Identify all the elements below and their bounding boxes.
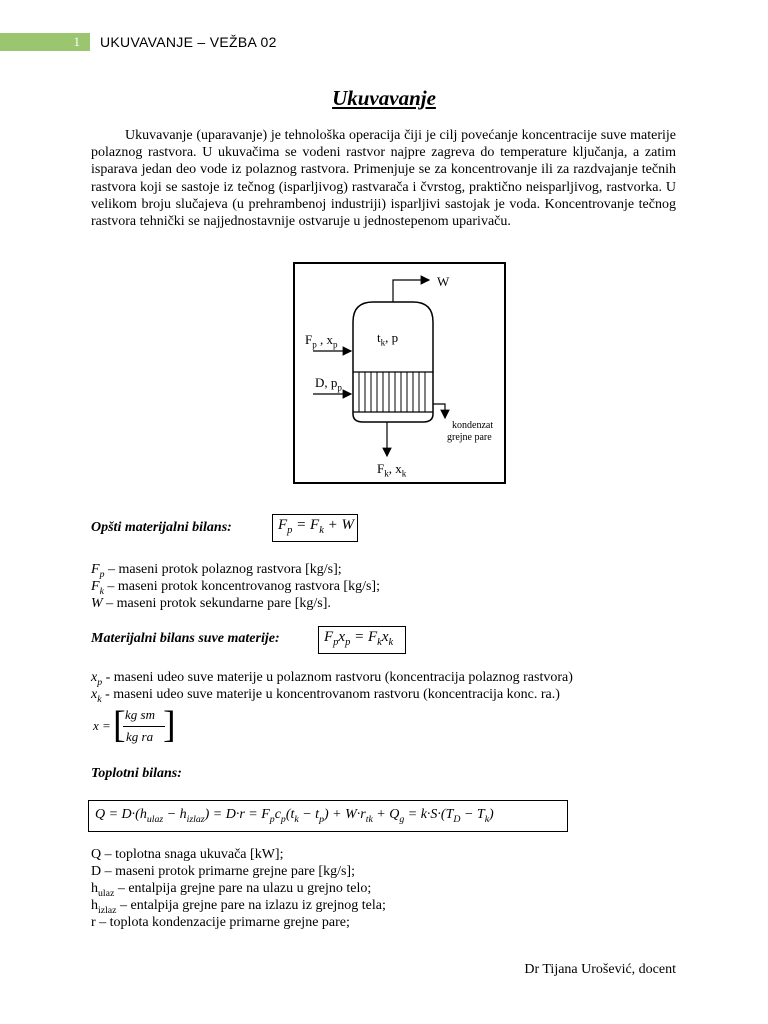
def-h-izlaz: $h_{izlaz}$ – entalpija grejne pare na izlazu iz grejnog tela; (91, 898, 386, 916)
footer-author: Dr Tijana Urošević, docent (524, 962, 676, 977)
def-r: r – toplota kondenzacije primarne grejne pare; (91, 915, 350, 930)
label-fp-xp: $F_p$ , $x_p$ (305, 332, 338, 350)
heading-general-balance: Opšti materijalni bilans: (91, 520, 232, 535)
label-w: W (437, 274, 450, 289)
label-d-pp: D, $p_p$ (315, 375, 342, 393)
label-tk-p: $t_k$, p (377, 330, 399, 348)
evaporator-drawing (295, 264, 504, 482)
def-fp: $F_p$ – maseni protok polaznog rastvora [kg/s]; (91, 562, 342, 580)
intro-paragraph: Ukuvavanje (uparavanje) je tehnološka operacija čiji je cilj povećanje koncentracije suve materije polaznog rastvora. U ukuvačima se vodeni rastvor najpre zagreva do temperature ključanja, a zatim isparava jedan deo vode iz polaznog rastvora. Primenjuje se za koncentrovanje ili za razdvajanje tečnih rastvora koji se sastoje iz tečnog (isparljivog) rastvarača i čvrstog, praktično neisparljivog, rastvorka. U velikom broju slučajeva (u prehrambenoj industriji) isparljivi sastojak je voda. Koncentrovanje tečnog rastvora tehnički se najjednostavnije ostvaruje u jednostepenom uparivaču. (91, 128, 676, 230)
heading-heat-balance: Toplotni bilans: (91, 766, 182, 781)
equation-general-balance: $F_p = F_k + W$ (272, 514, 358, 542)
label-kondenzat: kondenzat (452, 420, 494, 431)
def-xk: $x_k$ - maseni udeo suve materije u koncentrovanom rastvoru (koncentracija konc. ra.) (91, 687, 560, 705)
def-q: Q – toplotna snaga ukuvača [kW]; (91, 847, 284, 862)
def-d: D – maseni protok primarne grejne pare [kg/s]; (91, 864, 355, 879)
def-w: W – maseni protok sekundarne pare [kg/s]. (91, 596, 331, 611)
running-header-title: UKUVAVANJE – VEŽBA 02 (100, 34, 277, 50)
def-h-ulaz: $h_{ulaz}$ – entalpija grejne pare na ulazu u grejno telo; (91, 881, 372, 899)
label-grejne-pare: grejne pare (447, 432, 492, 443)
def-fk: $F_k$ – maseni protok koncentrovanog rastvora [kg/s]; (91, 579, 380, 597)
heading-dry-matter-balance: Materijalni bilans suve materije: (91, 631, 280, 646)
page-number: 1 (73, 34, 80, 49)
def-xp: $x_p$ - maseni udeo suve materije u polaznom rastvoru (koncentracija polaznog rastvora) (91, 670, 573, 688)
equation-heat-balance: $Q = D\cdot(h_{ulaz} - h_{izlaz}) = D\cdot r = F_pc_p(t_k - t_p) + W\cdot r_{tk} + Q_g = k\cdot S\cdot(T_D - T_k)$ (88, 800, 568, 832)
label-fk-xk: $F_k$, $x_k$ (377, 461, 407, 479)
page-title: Ukuvavanje (332, 86, 436, 110)
equation-dry-matter-balance: $F_px_p = F_kx_k$ (318, 626, 406, 654)
evaporator-diagram (293, 262, 506, 484)
